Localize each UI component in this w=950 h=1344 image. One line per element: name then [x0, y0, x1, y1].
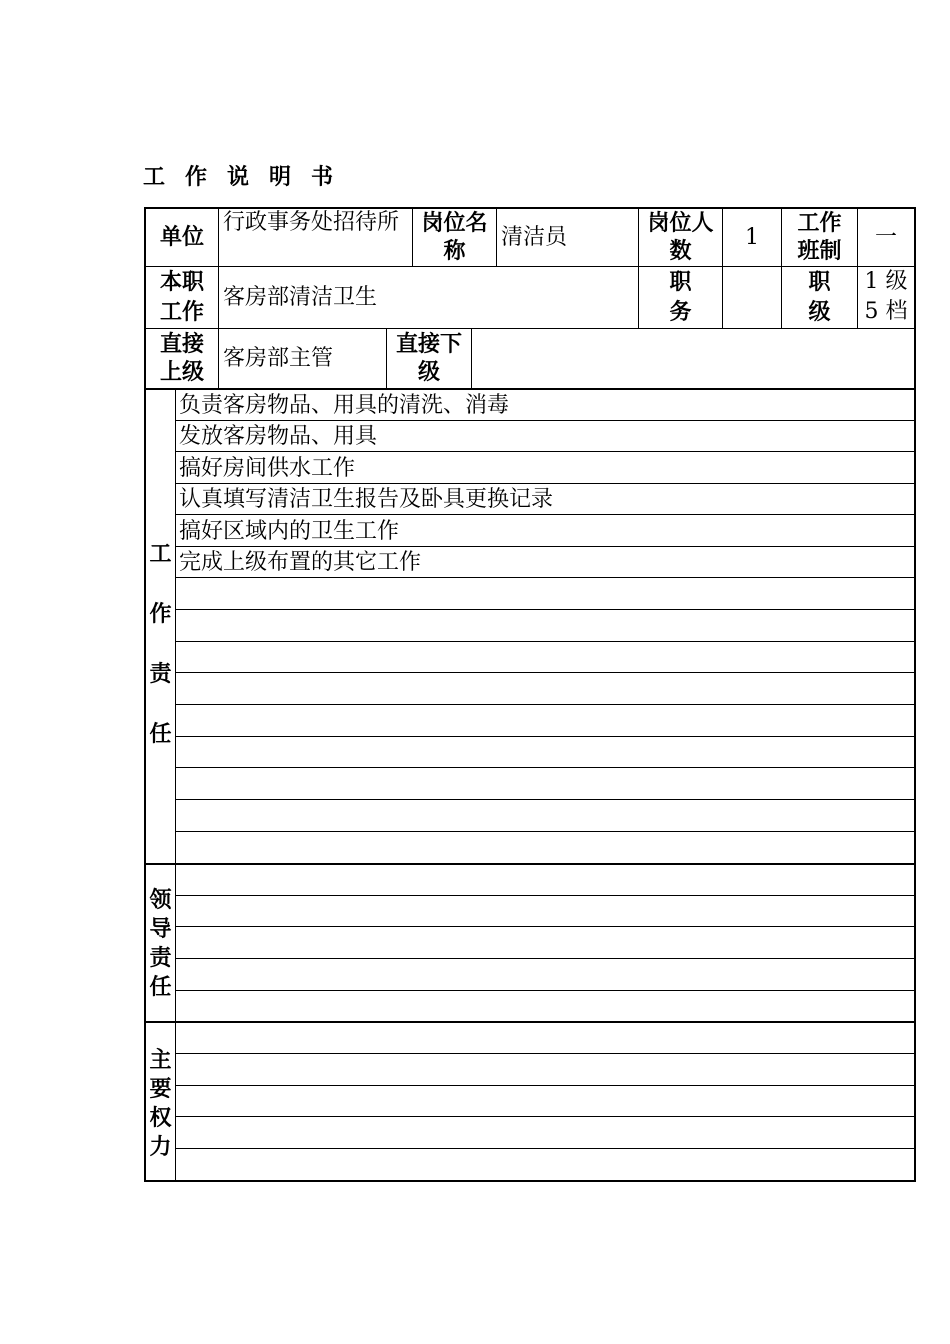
- job-label: 本职工作: [159, 269, 204, 325]
- line: [176, 831, 915, 832]
- unit-value: 行政事务处招待所: [223, 210, 400, 235]
- line: [176, 958, 915, 959]
- superior-label: 直接上级: [159, 331, 204, 385]
- work-item: 发放客房物品、用具: [179, 424, 378, 449]
- superior-value: 客房部主管: [223, 345, 334, 371]
- line: [176, 1116, 915, 1117]
- grade-label: 职级: [808, 269, 831, 325]
- post-name-label: 岗位名称: [421, 210, 488, 264]
- job-value: 客房部清洁卫生: [223, 284, 378, 310]
- main-power-label: 主 要 权 力: [149, 1048, 172, 1160]
- line: [176, 799, 915, 800]
- grade-level: 1 级: [864, 269, 908, 294]
- work-item: 搞好房间供水工作: [179, 456, 356, 481]
- line: [176, 1085, 915, 1086]
- work-resp-label: 工 作 责 任: [149, 542, 172, 747]
- work-item: 搞好区域内的卫生工作: [179, 519, 400, 544]
- line: [176, 609, 915, 610]
- subordinate-label: 直接下级: [395, 331, 462, 385]
- line: [176, 990, 915, 991]
- line: [176, 1053, 915, 1054]
- work-item: 负责客房物品、用具的清洗、消毒: [179, 393, 510, 418]
- work-item: 完成上级布置的其它工作: [179, 550, 422, 575]
- line: [176, 1148, 915, 1149]
- line: [176, 641, 915, 642]
- line: [176, 672, 915, 673]
- post-name-value: 清洁员: [501, 224, 568, 250]
- line: [176, 767, 915, 768]
- duty-label: 职务: [669, 269, 692, 325]
- shift-label: 工作班制: [797, 210, 842, 264]
- section-divider: [145, 388, 915, 390]
- work-item: 认真填写清洁卫生报告及卧具更换记录: [179, 487, 554, 512]
- headcount-label: 岗位人数: [647, 210, 714, 264]
- duty-value: [723, 267, 781, 328]
- shift-value: 一: [874, 224, 897, 250]
- section-divider: [145, 1021, 915, 1023]
- section-divider: [145, 863, 915, 865]
- line: [176, 895, 915, 896]
- grade-value: [858, 267, 914, 328]
- headcount-value: 1: [745, 224, 759, 250]
- document-title: 工作说明书: [143, 165, 354, 190]
- grade-step: 5 档: [864, 299, 908, 324]
- line: [176, 736, 915, 737]
- section-label-divider: [175, 389, 176, 1181]
- line: [176, 704, 915, 705]
- unit-label: 单位: [159, 224, 204, 250]
- lead-resp-label: 领 导 责 任: [149, 888, 172, 1000]
- subordinate-value: [472, 329, 914, 388]
- line: [176, 926, 915, 927]
